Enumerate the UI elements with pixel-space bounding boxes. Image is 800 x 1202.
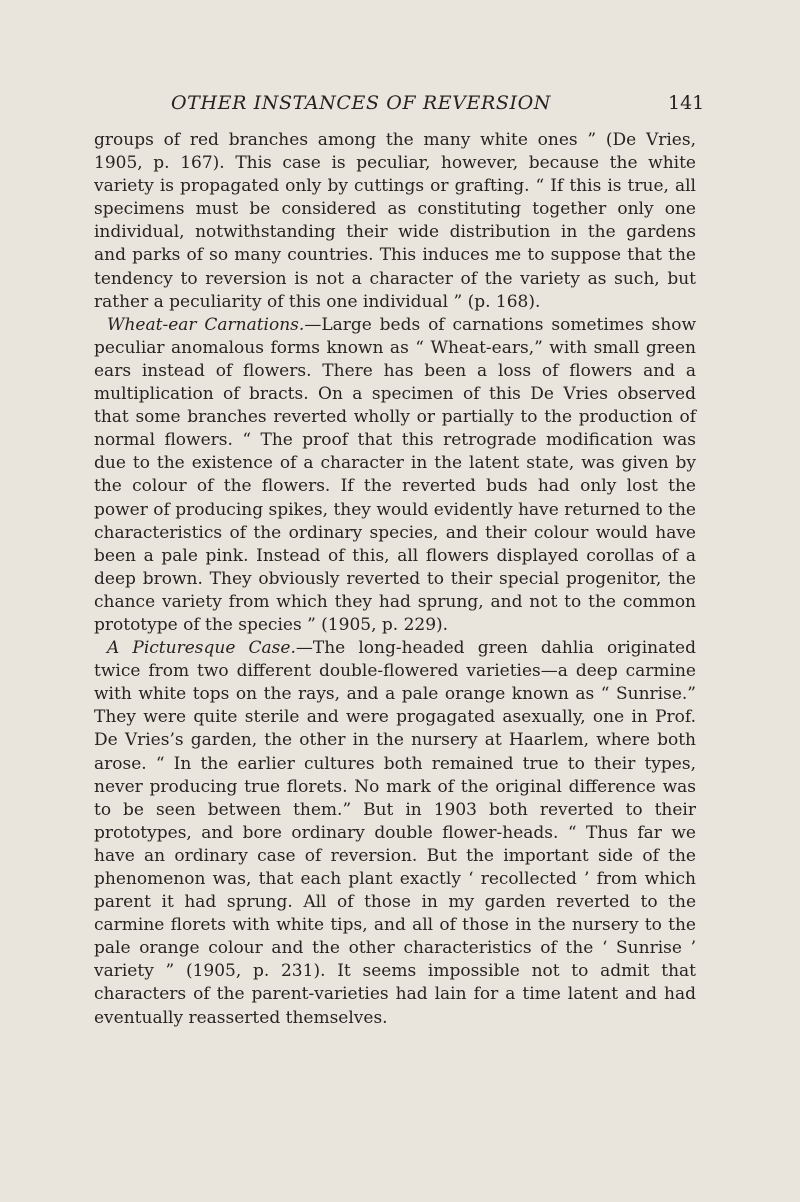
running-head: OTHER INSTANCES OF REVERSION [171,92,552,114]
paragraph-continuation [94,129,696,314]
section-heading: Wheat-ear Carnations. [107,314,305,335]
body-text [94,129,696,1030]
paragraph-wheat-ear-carnations [94,314,696,637]
paragraph-text: —Large beds of carnations sometimes show peculiar anomalous forms known as “ Wheat-ears,” with small green ears instead of flowers. There has been a loss of flowers and a multiplication of bracts. On a specimen of this De Vries observed that some branches reverted wholly or partially to the production of normal flowers. “ The proof that this retrograde modification was due to the existence of a character in the latent state, was given by the colour of the flowers. If the reverted buds had only lost the power of producing spikes, they would evidently have returned to the characteristics of the ordinary species, and their colour would have been a pale pink. Instead of this, all flowers displayed corollas of a deep brown. They obviously reverted to their special progenitor, the chance variety from which they had sprung, and not to the common prototype of the species ” (1905, p. 229). [94,314,696,635]
section-heading: A Picturesque Case. [107,638,296,659]
page-number: 141 [668,92,705,114]
paragraph-text: —The long-headed green dahlia originated twice from two different double-flowered varieties—a deep carmine with white tops on the rays, and a pale orange known as “ Sunrise.” They were quite sterile and were progagated asexually, one in Prof. De Vries’s garden, the other in the nursery at Haarlem, where both arose. “ In the earlier cultures both remained true to their types, never producing true florets. No mark of the original difference was to be seen between them.” But in 1903 both reverted to their prototypes, and bore ordinary double flower-heads. “ Thus far we have an ordinary case of reversion. But the important side of the phenomenon was, that each plant exactly ‘ recollected ’ from which parent it had sprung. All of those in my garden reverted to the carmine florets with white tips, and all of those in the nursery to the pale orange colour and the other characteristics of the ‘ Sunrise ’ variety ” (1905, p. 231). It seems impossible not to admit that characters of the parent-varieties had lain for a time latent and had eventually reasserted themselves. [94,638,696,1028]
page-header [0,92,800,122]
paragraph-picturesque-case [94,637,696,1030]
paragraph-text: groups of red branches among the many white ones ” (De Vries, 1905, p. 167). This case is peculiar, however, because the white variety is propagated only by cuttings or grafting. “ If this is true, all specimens must be considered as constituting together only one individual, notwithstanding their wide distribution in the gardens and parks of so many countries. This induces me to suppose that the tendency to reversion is not a character of the variety as such, but rather a peculiarity of this one individual ” (p. 168). [94,130,696,312]
